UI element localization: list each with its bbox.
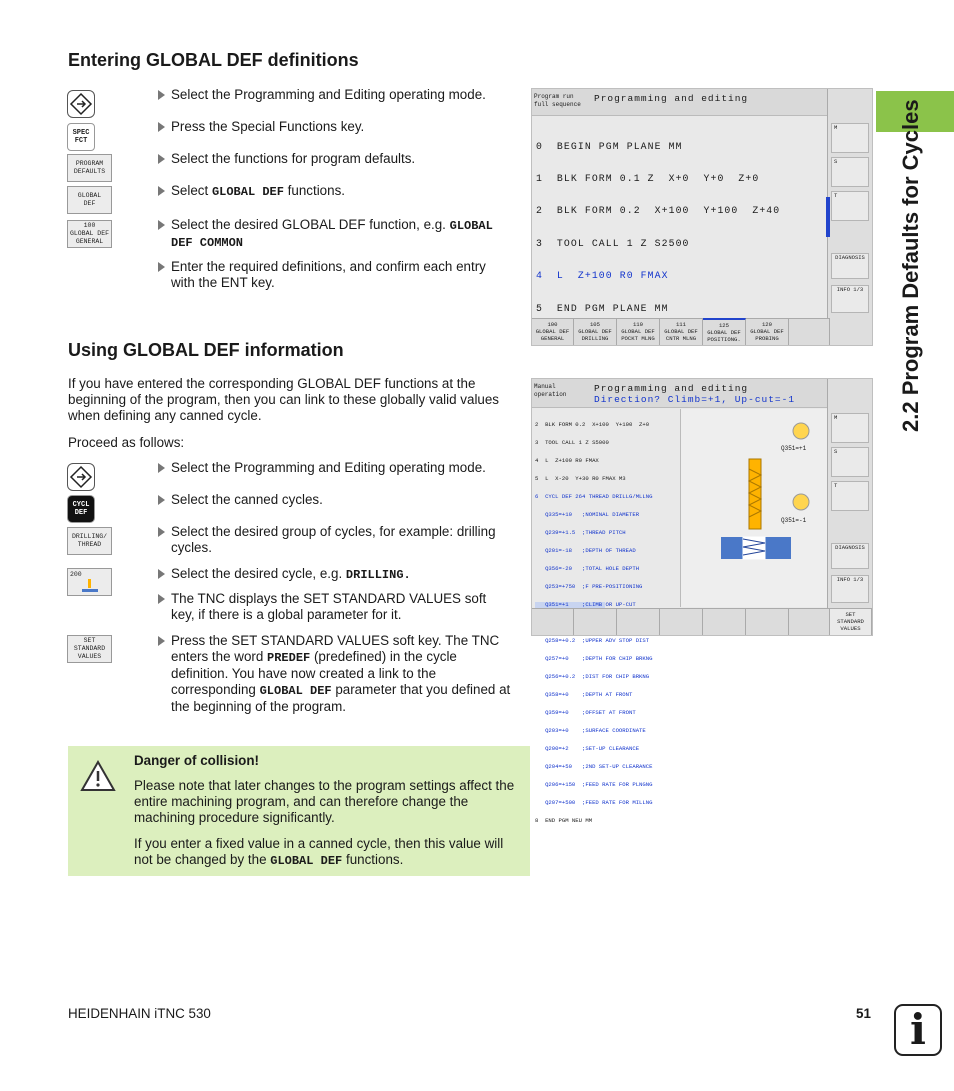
note-text: If you enter a fixed value in a canned cycle, then this value will not be changed by the xyxy=(134,836,504,867)
code-text: GLOBAL DEF xyxy=(270,854,343,868)
softkey-label: 105 xyxy=(589,321,601,328)
softkey-label: 120 xyxy=(761,321,773,328)
step xyxy=(158,217,513,251)
key-label: GENERAL xyxy=(75,238,104,245)
note-paragraph: Please note that later changes to the program settings affect the entire machining program, and can therefore change the machining procedure significantly. xyxy=(134,778,515,825)
program-line: 1 BLK FORM 0.1 Z X+0 Y+0 Z+0 xyxy=(536,172,760,184)
side-t[interactable] xyxy=(831,481,869,511)
side-m[interactable] xyxy=(831,123,869,153)
step xyxy=(158,524,513,556)
softkey-empty[interactable] xyxy=(532,608,574,635)
code-text: GLOBAL DEF COMMON xyxy=(171,219,493,250)
softkey-empty[interactable] xyxy=(703,608,746,635)
program-line: Q356=-20 ;TOTAL HOLE DEPTH xyxy=(535,565,640,572)
step xyxy=(158,151,513,167)
code-text: PREDEF xyxy=(267,651,311,665)
mode-line: operation xyxy=(534,391,567,398)
side-label: INFO 1/3 xyxy=(836,286,864,293)
arrow-icon xyxy=(158,90,165,100)
key-label: CYCL xyxy=(72,501,90,509)
arrow-icon xyxy=(158,262,165,272)
proceed-text: Proceed as follows: xyxy=(68,435,185,450)
softkey-label: SET xyxy=(845,611,856,618)
side-label: DIAGNOSIS xyxy=(835,254,865,261)
program-line-active: Q351=+1 ;CLIMB OR UP-CUT xyxy=(535,601,636,608)
softkey-label: GLOBAL DEF xyxy=(621,328,655,335)
program-defaults-softkey[interactable] xyxy=(67,154,112,182)
arrow-icon xyxy=(158,186,165,196)
mode-line: full sequence xyxy=(534,101,581,108)
softkey-105[interactable] xyxy=(574,318,617,345)
thread-milling-graphic xyxy=(681,409,831,607)
softkey-label: POSITIONG. xyxy=(707,336,741,343)
program-listing xyxy=(536,120,780,336)
note-text: functions. xyxy=(342,852,404,867)
softkey-label: CNTR MLNG xyxy=(665,335,697,342)
key-label: DRILLING/ xyxy=(71,533,108,540)
arrow-icon xyxy=(158,636,165,646)
softkey-empty[interactable] xyxy=(789,318,830,345)
arrow-icon xyxy=(158,122,165,132)
side-m[interactable] xyxy=(831,413,869,443)
screen-title: Programming and editing xyxy=(594,383,749,394)
cycl-def-key[interactable] xyxy=(67,495,95,523)
step-text: Press the SET STANDARD VALUES soft key. The TNC enters the word xyxy=(171,633,500,664)
footer-brand: HEIDENHAIN iTNC 530 xyxy=(68,1006,211,1021)
step xyxy=(158,183,513,200)
side-label: DIAGNOSIS xyxy=(835,544,865,551)
softkey-120[interactable] xyxy=(746,318,789,345)
program-line: 3 TOOL CALL 1 Z S5000 xyxy=(535,439,609,446)
step xyxy=(158,591,513,623)
step-text: Select the functions for program defaults. xyxy=(171,151,416,166)
program-line: Q359=+0 ;OFFSET AT FRONT xyxy=(535,709,636,716)
info-glyph: i xyxy=(910,1005,926,1054)
softkey-label: 125 xyxy=(718,322,730,329)
arrow-icon xyxy=(158,594,165,604)
key-label: GLOBAL DEF xyxy=(69,230,109,237)
tnc-screen-global-def xyxy=(531,88,873,346)
side-s[interactable] xyxy=(831,447,869,477)
key-label: THREAD xyxy=(77,541,102,548)
q351-minus-label: Q351=-1 xyxy=(781,517,807,524)
key-label: DEFAULTS xyxy=(73,168,106,175)
softkey-111[interactable] xyxy=(660,318,703,345)
softkey-label: STANDARD xyxy=(837,618,864,625)
softkey-label: DRILLING xyxy=(581,335,609,342)
cycle-200-softkey[interactable] xyxy=(67,568,112,596)
section-heading-entering: Entering GLOBAL DEF definitions xyxy=(68,50,359,70)
softkey-label: VALUES xyxy=(840,625,861,632)
page-number: 51 xyxy=(856,1006,871,1021)
step-text: functions. xyxy=(283,183,345,198)
step xyxy=(158,87,513,103)
softkey-empty[interactable] xyxy=(746,608,789,635)
side-diagnosis[interactable] xyxy=(831,543,869,569)
q351-plus-label: Q351=+1 xyxy=(781,445,807,452)
section-heading-using: Using GLOBAL DEF information xyxy=(68,340,344,360)
programming-mode-key[interactable] xyxy=(67,463,95,491)
key-label: GLOBAL xyxy=(77,192,102,199)
side-label: S xyxy=(834,448,838,455)
program-line: Q201=-18 ;DEPTH OF THREAD xyxy=(535,547,636,554)
side-label: T xyxy=(834,482,838,489)
softkey-empty[interactable] xyxy=(660,608,703,635)
screen-header xyxy=(532,89,830,116)
program-line: Q253=+750 ;F PRE-POSITIONING xyxy=(535,583,643,590)
drilling-thread-softkey[interactable] xyxy=(67,527,112,555)
side-info[interactable] xyxy=(831,285,869,313)
key-label: FCT xyxy=(74,137,88,145)
softkey-empty[interactable] xyxy=(617,608,660,635)
softkey-label: GLOBAL DEF xyxy=(750,328,784,335)
tnc-screen-cycle-def xyxy=(531,378,873,824)
softkey-label: GLOBAL DEF xyxy=(578,328,612,335)
key-label: SET xyxy=(83,637,96,644)
note-title: Danger of collision! xyxy=(134,753,259,768)
side-t[interactable] xyxy=(831,191,869,221)
softkey-label: GLOBAL DEF xyxy=(535,328,570,335)
arrow-icon xyxy=(158,154,165,164)
collision-warning-note xyxy=(68,746,530,876)
program-line: Q206=+150 ;FEED RATE FOR PLNGNG xyxy=(535,781,653,788)
program-line: Q258=+0.2 ;UPPER ADV STOP DIST xyxy=(535,637,650,644)
side-diagnosis[interactable] xyxy=(831,253,869,279)
screen-mode xyxy=(534,383,592,399)
step xyxy=(158,259,513,291)
global-def-general-softkey[interactable] xyxy=(67,220,112,248)
step-text: Press the Special Functions key. xyxy=(171,119,365,134)
step-text: Select the desired cycle, e.g. xyxy=(171,566,346,581)
program-line: 8 END PGM NEU MM xyxy=(535,817,593,824)
programming-mode-icon xyxy=(68,91,94,117)
program-line: 5 END PGM PLANE MM xyxy=(536,302,669,314)
drill-icon xyxy=(80,579,100,593)
arrow-icon xyxy=(158,220,165,230)
arrow-icon xyxy=(158,463,165,473)
side-info[interactable] xyxy=(831,575,869,603)
programming-mode-icon xyxy=(68,464,94,490)
softkey-empty[interactable] xyxy=(574,608,617,635)
step-text: Select the desired group of cycles, for example: drilling cycles. xyxy=(171,524,496,555)
key-label: 200 xyxy=(70,571,82,578)
program-line-active: 4 L Z+100 R0 FMAX xyxy=(536,270,669,282)
arrow-icon xyxy=(158,495,165,505)
softkey-label: POCKT MLNG xyxy=(621,335,655,342)
step-text: The TNC displays the SET STANDARD VALUES soft key, if there is a global parameter for it. xyxy=(171,591,487,622)
arrow-icon xyxy=(158,527,165,537)
key-label: STANDARD xyxy=(73,645,106,652)
program-line: 6 CYCL DEF 264 THREAD DRILLG/MLLNG xyxy=(535,493,653,500)
step xyxy=(158,492,513,508)
program-line: Q335=+10 ;NOMINAL DIAMETER xyxy=(535,511,640,518)
screen-sidebar xyxy=(827,379,872,635)
step xyxy=(158,566,513,583)
program-line: Q204=+50 ;2ND SET-UP CLEARANCE xyxy=(535,763,653,770)
mode-line: Manual xyxy=(534,383,556,390)
programming-mode-key[interactable] xyxy=(67,90,95,118)
key-label: DEF xyxy=(74,509,88,517)
note-paragraph xyxy=(134,836,522,869)
screen-scrollbar[interactable] xyxy=(826,197,830,237)
set-standard-values-softkey[interactable] xyxy=(67,635,112,663)
program-line: Q257=+0 ;DEPTH FOR CHIP BRKNG xyxy=(535,655,653,662)
program-line: 2 BLK FORM 0.2 X+100 Y+100 Z+40 xyxy=(536,205,781,217)
softkey-label: 110 xyxy=(632,321,644,328)
softkey-label: GLOBAL DEF xyxy=(707,329,741,336)
step-text: Enter the required definitions, and confirm each entry with the ENT key. xyxy=(171,259,486,290)
step-text: Select xyxy=(171,183,212,198)
screen-sidebar xyxy=(827,89,872,345)
key-label: VALUES xyxy=(77,653,102,660)
step xyxy=(158,119,513,135)
key-label: 100 xyxy=(83,222,96,229)
cycle-help-graphic xyxy=(680,409,831,607)
softkey-label: GENERAL xyxy=(540,335,565,342)
screen-subtitle: Direction? Climb=+1, Up-cut=-1 xyxy=(594,394,796,405)
program-line: Q200=+2 ;SET-UP CLEARANCE xyxy=(535,745,640,752)
side-label: M xyxy=(834,414,838,421)
code-text: GLOBAL DEF xyxy=(259,684,332,698)
side-label: INFO 1/3 xyxy=(836,576,864,583)
softkey-label: 111 xyxy=(675,321,687,328)
warning-icon xyxy=(80,760,116,792)
code-text: GLOBAL DEF xyxy=(211,185,284,199)
softkey-set-standard-values[interactable] xyxy=(830,608,872,635)
program-line: Q256=+0.2 ;DIST FOR CHIP BRKNG xyxy=(535,673,650,680)
intro-paragraph: If you have entered the corresponding GLOBAL DEF functions at the beginning of the program, then you can link to these globally valid values when defining any canned cycle. xyxy=(68,376,500,423)
program-line: Q207=+500 ;FEED RATE FOR MILLNG xyxy=(535,799,653,806)
code-text: DRILLING. xyxy=(345,568,411,582)
arrow-icon xyxy=(158,569,165,579)
key-label: SPEC xyxy=(72,129,90,137)
program-line: 4 L Z+100 R0 FMAX xyxy=(535,457,599,464)
softkey-label: GLOBAL DEF xyxy=(664,328,698,335)
program-line: 3 TOOL CALL 1 Z S2500 xyxy=(536,237,690,249)
softkey-125[interactable] xyxy=(703,318,746,345)
program-line: 5 L X-20 Y+30 R0 FMAX M3 xyxy=(535,475,626,482)
side-label: T xyxy=(834,192,838,199)
softkey-empty[interactable] xyxy=(789,608,830,635)
softkey-110[interactable] xyxy=(617,318,660,345)
softkey-label: PROBING xyxy=(755,335,779,342)
step-text: Select the Programming and Editing operating mode. xyxy=(171,87,486,102)
program-line: Q239=+1.5 ;THREAD PITCH xyxy=(535,529,626,536)
program-line: 2 BLK FORM 0.2 X+100 Y+100 Z+0 xyxy=(535,421,650,428)
key-label: DEF xyxy=(83,200,96,207)
screen-mode xyxy=(534,93,592,109)
step-text: Select the desired GLOBAL DEF function, e.g. xyxy=(171,217,450,232)
mode-line: Program run xyxy=(534,93,574,100)
side-label: S xyxy=(834,158,838,165)
chapter-title-text: 2.2 Program Defaults for Cycles xyxy=(898,99,923,432)
softkey-100[interactable] xyxy=(532,318,574,345)
step-text: parameter that you defined at the beginning of the program. xyxy=(171,682,511,714)
side-s[interactable] xyxy=(831,157,869,187)
step xyxy=(158,460,513,476)
softkey-label: 100 xyxy=(547,321,558,328)
step-text: Select the Programming and Editing operating mode. xyxy=(171,460,486,475)
step xyxy=(158,633,513,715)
info-icon xyxy=(894,1004,942,1056)
program-line: Q358=+0 ;DEPTH AT FRONT xyxy=(535,691,633,698)
program-line: Q203=+0 ;SURFACE COORDINATE xyxy=(535,727,646,734)
step-text: (predefined) in the cycle definition. You have now created a link to the corresponding xyxy=(171,649,457,697)
screen-title: Programming and editing xyxy=(594,93,749,104)
global-def-softkey[interactable] xyxy=(67,186,112,214)
program-line: 0 BEGIN PGM PLANE MM xyxy=(536,140,683,152)
side-label: M xyxy=(834,124,838,131)
spec-fct-key[interactable] xyxy=(67,123,95,151)
screen-header xyxy=(532,379,830,408)
step-text: Select the canned cycles. xyxy=(171,492,323,507)
key-label: PROGRAM xyxy=(75,160,104,167)
